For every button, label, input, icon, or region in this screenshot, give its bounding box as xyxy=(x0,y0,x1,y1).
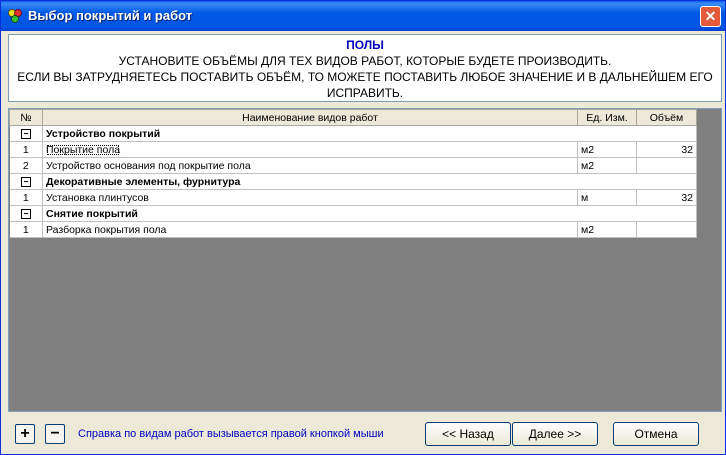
row-work-name-text: Покрытие пола xyxy=(46,143,121,156)
section-heading: ПОЛЫ xyxy=(346,38,384,52)
window-title: Выбор покрытий и работ xyxy=(28,8,193,23)
group-row xyxy=(10,206,697,222)
works-grid xyxy=(8,108,722,412)
footer-bar xyxy=(1,414,725,454)
row-volume-cell[interactable]: 32 xyxy=(637,190,697,206)
table-row[interactable] xyxy=(10,158,697,174)
group-title: Снятие покрытий xyxy=(43,206,697,222)
group-title: Устройство покрытий xyxy=(43,126,697,142)
row-unit: м xyxy=(578,190,637,206)
group-collapse-toggle[interactable] xyxy=(10,126,43,142)
group-row xyxy=(10,174,697,190)
title-bar[interactable] xyxy=(1,1,725,31)
app-icon xyxy=(7,8,23,24)
row-work-name[interactable]: Установка плинтусов xyxy=(43,190,578,206)
row-number: 2 xyxy=(10,158,43,174)
instruction-line-1: УСТАНОВИТЕ ОБЪЁМЫ ДЛЯ ТЕХ ВИДОВ РАБОТ, КОТОРЫЕ БУДЕТЕ ПРОИЗВОДИТЬ. xyxy=(118,54,612,68)
column-header-unit[interactable]: Ед. Изм. xyxy=(578,110,637,126)
table-row[interactable] xyxy=(10,222,697,238)
column-header-num[interactable]: № xyxy=(10,110,43,126)
instruction-line-2: ЕСЛИ ВЫ ЗАТРУДНЯЕТЕСЬ ПОСТАВИТЬ ОБЪЁМ, ТО МОЖЕТЕ ПОСТАВИТЬ ЛЮБОЕ ЗНАЧЕНИЕ И В ДАЛЬНЕЙШЕМ ЕГО xyxy=(17,70,713,84)
column-header-volume[interactable]: Объём xyxy=(637,110,697,126)
minus-icon: − xyxy=(50,425,60,442)
next-button[interactable]: Далее >> xyxy=(512,422,598,446)
table-row[interactable] xyxy=(10,142,697,158)
row-work-name[interactable]: Разборка покрытия пола xyxy=(43,222,578,238)
minus-box-icon[interactable] xyxy=(21,177,31,187)
collapse-all-button[interactable] xyxy=(45,424,65,444)
row-number: 1 xyxy=(10,142,43,158)
close-icon: ✕ xyxy=(704,8,717,24)
row-volume-cell[interactable] xyxy=(637,158,697,174)
group-title: Декоративные элементы, фурнитура xyxy=(43,174,697,190)
back-button[interactable]: << Назад xyxy=(425,422,511,446)
row-work-name[interactable] xyxy=(43,142,578,158)
close-button[interactable] xyxy=(700,6,721,27)
group-collapse-toggle[interactable] xyxy=(10,206,43,222)
plus-icon: + xyxy=(20,425,30,442)
column-header-name[interactable]: Наименование видов работ xyxy=(43,110,578,126)
row-number: 1 xyxy=(10,190,43,206)
group-collapse-toggle[interactable] xyxy=(10,174,43,190)
row-number: 1 xyxy=(10,222,43,238)
row-unit: м2 xyxy=(578,142,637,158)
minus-box-icon[interactable] xyxy=(21,209,31,219)
row-volume-cell[interactable]: 32 xyxy=(637,142,697,158)
instruction-line-3: ИСПРАВИТЬ. xyxy=(326,86,404,100)
cancel-button[interactable]: Отмена xyxy=(613,422,699,446)
help-hint: Справка по видам работ вызывается правой кнопкой мыши xyxy=(78,428,384,440)
works-table xyxy=(9,109,697,238)
row-work-name[interactable]: Устройство основания под покрытие пола xyxy=(43,158,578,174)
expand-all-button[interactable] xyxy=(15,424,35,444)
instructions-panel xyxy=(8,34,722,102)
group-row xyxy=(10,126,697,142)
row-volume-cell[interactable] xyxy=(637,222,697,238)
row-unit: м2 xyxy=(578,222,637,238)
table-header-row xyxy=(10,110,697,126)
minus-box-icon[interactable] xyxy=(21,129,31,139)
table-row[interactable] xyxy=(10,190,697,206)
row-unit: м2 xyxy=(578,158,637,174)
